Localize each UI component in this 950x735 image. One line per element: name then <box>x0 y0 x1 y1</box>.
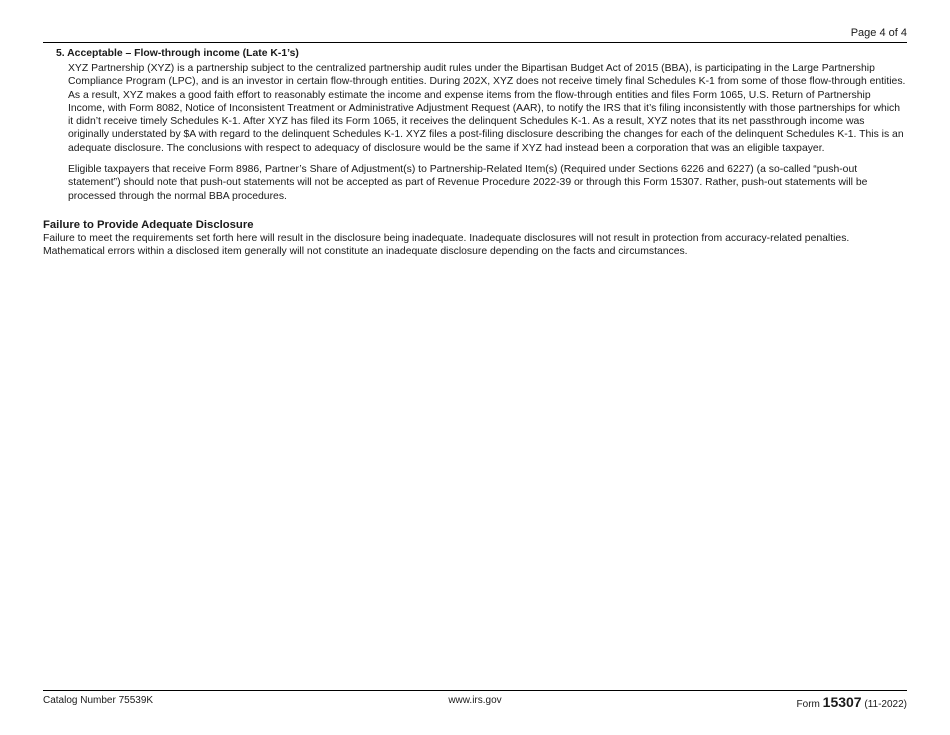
section-body: Failure to meet the requirements set forth here will result in the disclosure being inadequate. Inadequate disclosures will not result in protection from accuracy-related penalties. Mathematical errors within a disclosed item generally will not constitute an inadequate disclosure depending on the facts and circumstances. <box>43 232 850 258</box>
top-divider <box>43 42 907 43</box>
form-number: 15307 <box>822 694 862 710</box>
bottom-divider <box>43 690 907 691</box>
form-prefix: Form <box>796 699 820 710</box>
form-revision: (11-2022) <box>864 699 907 710</box>
website-link[interactable]: www.irs.gov <box>448 695 502 706</box>
push-out-note-paragraph: Eligible taxpayers that receive Form 8986, Partner’s Share of Adjustment(s) to Partnership-Related Item(s) (Required under Sections 6226 and 6227) (a so-called “push-out statement”) should note that push-out statements will not be accepted as part of Revenue Procedure 2022-39 or through this Form 15307. Rather, push-out statements will be processed through the normal BBA procedures. <box>68 164 868 202</box>
example-paragraph: XYZ Partnership (XYZ) is a partnership subject to the centralized partnership audit rules under the Bipartisan Budget Act of 2015 (BBA), is participating in the Large Partnership Compliance Program (LPC), and is an investor in certain flow-through entities. During 202X, XYZ does not receive timely final Schedules K-1 from some of those flow-through entities. As a result, XYZ makes a good faith effort to reasonably estimate the income and expense items from the flow-through entities and files Form 1065, U.S. Return of Partnership Income, with Form 8082, Notice of Inconsistent Treatment or Administrative Adjustment Request (AAR), to notify the IRS that it’s filing inconsistently with those partnerships for which it didn’t receive timely Schedules K-1. After XYZ has filed its Form 1065, it receives the delinquent Schedules K-1. As a result, XYZ notes that its net passthrough income was originally understated by $A with regard to the delinquent Schedules K-1. XYZ files a post-filing disclosure describing the changes for each of the delinquent Schedules K-1. This is an adequate disclosure. The conclusions with respect to adequacy of disclosure would be the same if XYZ had instead been a corporation that was an eligible taxpayer. <box>68 63 906 154</box>
section-heading: Failure to Provide Adequate Disclosure <box>43 218 254 231</box>
example-title: 5. Acceptable – Flow-through income (Late K-1’s) <box>56 48 299 59</box>
page-footer <box>43 694 907 708</box>
form-identifier <box>797 694 907 710</box>
catalog-number: Catalog Number 75539K <box>43 695 154 706</box>
document-body <box>43 47 907 259</box>
page-number-label: Page 4 of 4 <box>850 27 907 39</box>
